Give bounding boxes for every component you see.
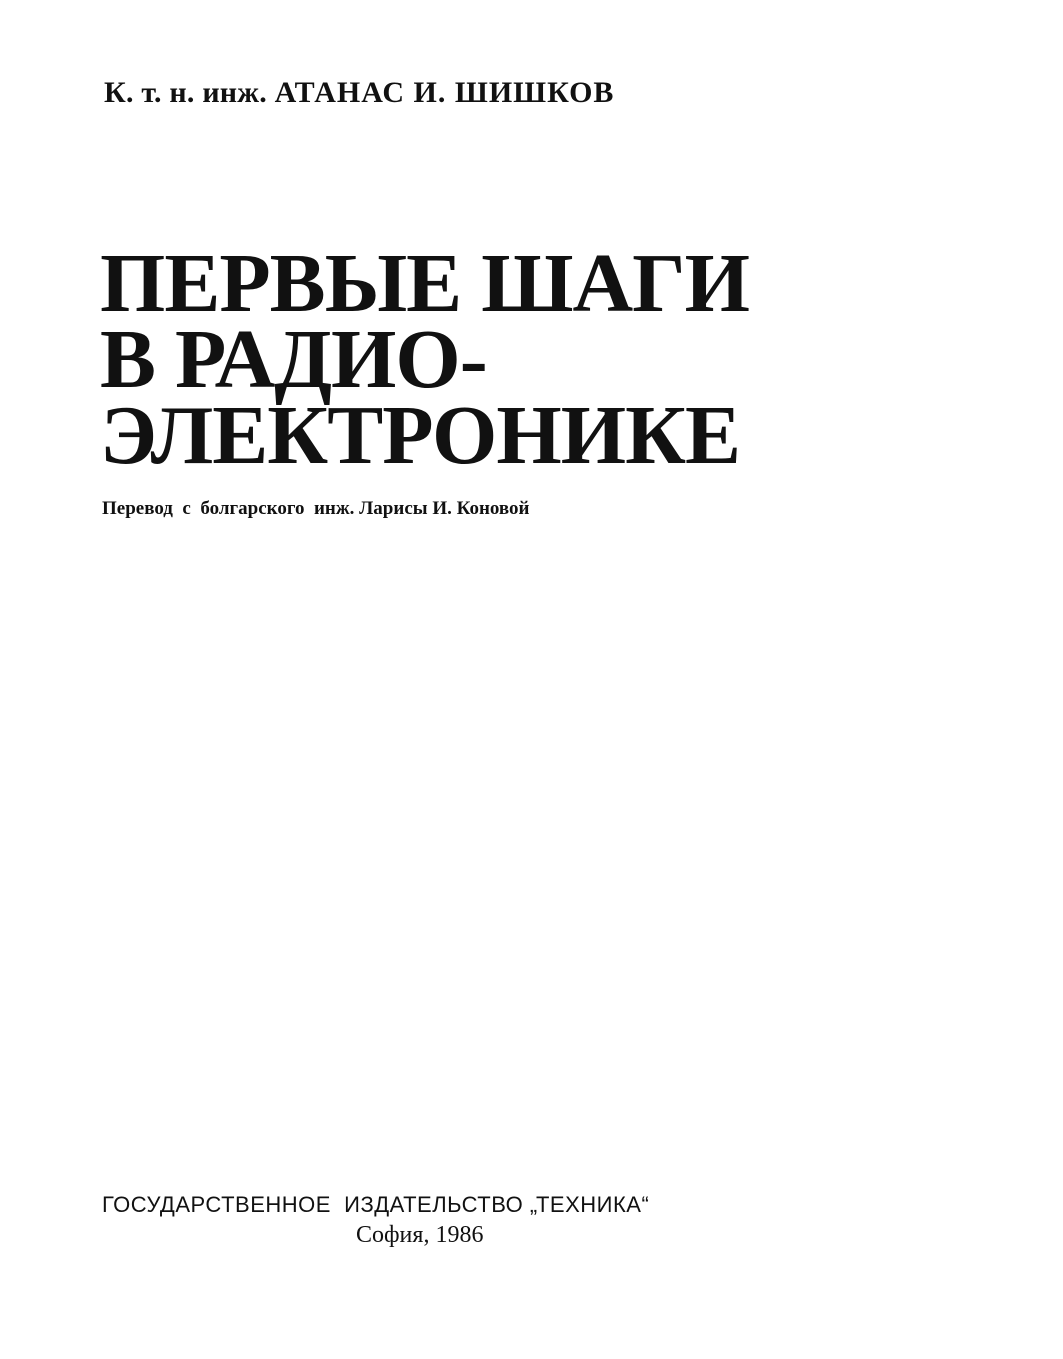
- publication-place-year: София, 1986: [356, 1222, 484, 1248]
- book-title-line-2: В РАДИО-: [100, 313, 487, 406]
- book-title-line-3: ЭЛЕКТРОНИКЕ: [100, 389, 740, 482]
- book-title-line-1: ПЕРВЫЕ ШАГИ: [100, 237, 749, 330]
- author-line: [104, 76, 614, 110]
- book-title: [100, 237, 749, 482]
- translator-credit: Перевод с болгарского инж. Ларисы И. Коновой: [102, 498, 530, 519]
- publisher-name: ГОСУДАРСТВЕННОЕ ИЗДАТЕЛЬСТВО „ТЕХНИКА“: [102, 1192, 650, 1217]
- author-name: АТАНАС И. ШИШКОВ: [274, 76, 615, 109]
- author-credentials: К. т. н. инж.: [104, 76, 267, 109]
